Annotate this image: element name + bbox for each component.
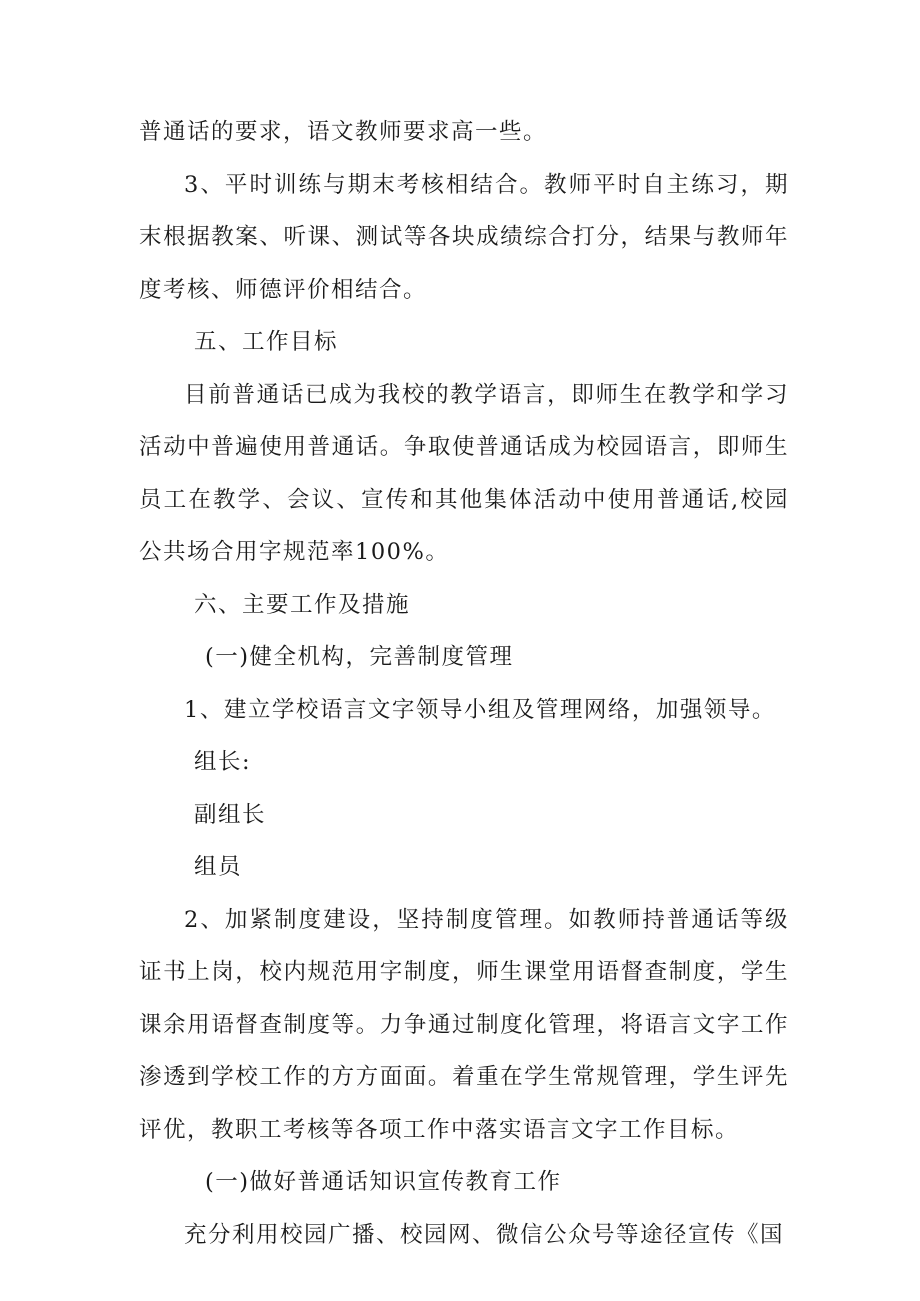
paragraph-evaluation-method: 3、平时训练与期末考核相结合。教师平时自主练习，期末根据教案、听课、测试等各块成绩综合打分，结果与教师年度考核、师德评价相结合。 [139, 171, 789, 303]
sub-heading-publicity: (一)做好普通话知识宣传教育工作 [205, 1169, 562, 1195]
paragraph-leadership-group: 1、建立学校语言文字领导小组及管理网络，加强领导。 [184, 696, 776, 723]
paragraph-system-building: 2、加紧制度建设，坚持制度管理。如教师持普通话等级证书上岗，校内规范用字制度，师生课堂用语督查制度，学生课余用语督查制度等。力争通过制度化管理，将语言文字工作渗透到学校工作的方方面面。着重在学生常规管理，学生评先评优，教职工考核等各项工作中落实语言文字工作目标。 [139, 906, 789, 1143]
sub-heading-organization: (一)健全机构，完善制度管理 [205, 644, 514, 670]
section-heading-work-goals: 五、工作目标 [194, 329, 339, 355]
paragraph-goals: 目前普通话已成为我校的教学语言，即师生在教学和学习活动中普遍使用普通话。争取使普通话成为校园语言，即师生员工在教学、会议、宣传和其他集体活动中使用普通话,校园公共场合用字规范率100%。 [139, 381, 789, 565]
role-line-members: 组员 [194, 854, 243, 880]
role-line-deputy-leader: 副组长 [194, 801, 267, 828]
paragraph-publicity-channels: 充分利用校园广播、校园网、微信公众号等途径宣传《国 [184, 1221, 785, 1248]
paragraph-continuation: 普通话的要求，语文教师要求高一些。 [139, 119, 548, 145]
section-heading-main-work: 六、主要工作及措施 [194, 591, 411, 618]
document-body [139, 106, 789, 1261]
role-line-leader: 组长: [194, 749, 252, 775]
